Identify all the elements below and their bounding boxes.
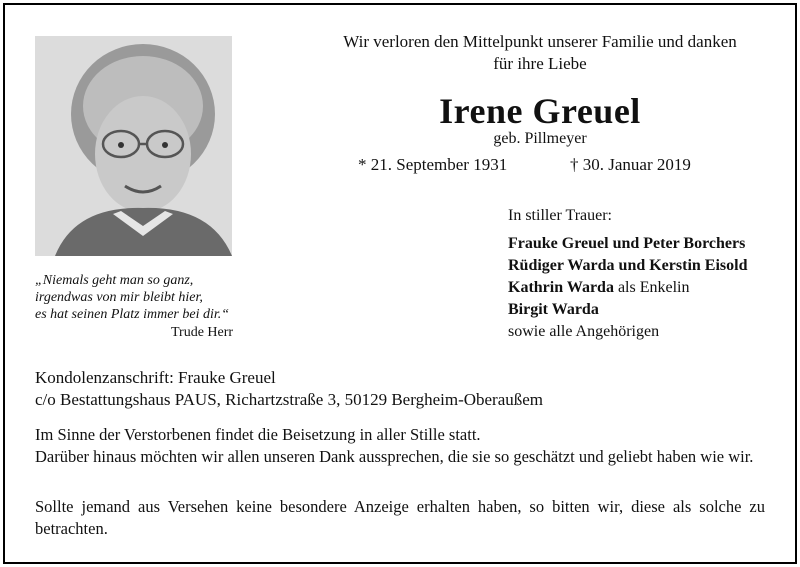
paragraph: Im Sinne der Verstorbenen findet die Beisetzung in aller Stille statt. xyxy=(35,425,481,444)
mourner-note: sowie alle Angehörigen xyxy=(508,323,660,340)
portrait-illustration xyxy=(35,36,232,256)
mourner-name: Kathrin Warda xyxy=(508,279,614,296)
quote-block xyxy=(35,272,265,323)
quote-line: „Niemals geht man so ganz, xyxy=(35,273,194,288)
deceased-name: Irene Greuel xyxy=(439,91,641,131)
mourner-item xyxy=(508,279,690,297)
death-date: † 30. Januar 2019 xyxy=(570,155,691,174)
mourner-item xyxy=(508,323,659,341)
mourner-item xyxy=(508,235,745,253)
mourner-name: Birgit Warda xyxy=(508,301,599,318)
born-name: geb. Pillmeyer xyxy=(493,130,587,147)
mourner-name: Frauke Greuel und Peter Borchers xyxy=(508,235,746,252)
mourner-item xyxy=(508,301,599,319)
condolence-line-1: Kondolenzanschrift: Frauke Greuel xyxy=(35,368,276,387)
mourners-label: In stiller Trauer: xyxy=(508,207,612,224)
quote-line: irgendwas von mir bleibt hier, xyxy=(35,290,203,305)
condolence-address: c/o Bestattungshaus PAUS, Richartzstraße 3, 50129 Bergheim-Oberaußem xyxy=(35,390,544,409)
portrait-photo xyxy=(35,36,232,256)
quote-line: es hat seinen Platz immer bei dir.“ xyxy=(35,307,230,322)
birth-date: * 21. September 1931 xyxy=(358,155,508,174)
intro-line-1: Wir verloren den Mittelpunkt unserer Familie und danken xyxy=(343,32,737,51)
paragraph: Darüber hinaus möchten wir allen unseren Dank aussprechen, die sie so geschätzt und geliebt haben wie wir. xyxy=(35,447,754,466)
paragraph: Sollte jemand aus Versehen keine besondere Anzeige erhalten haben, so bitten wir, diese als solche zu betrachten. xyxy=(35,497,765,538)
mourner-note: als Enkelin xyxy=(613,279,690,296)
intro-line-2: für ihre Liebe xyxy=(493,54,587,73)
quote-author: Trude Herr xyxy=(171,325,234,340)
mourner-item xyxy=(508,257,747,275)
mourner-name: Rüdiger Warda und Kerstin Eisold xyxy=(508,257,748,274)
